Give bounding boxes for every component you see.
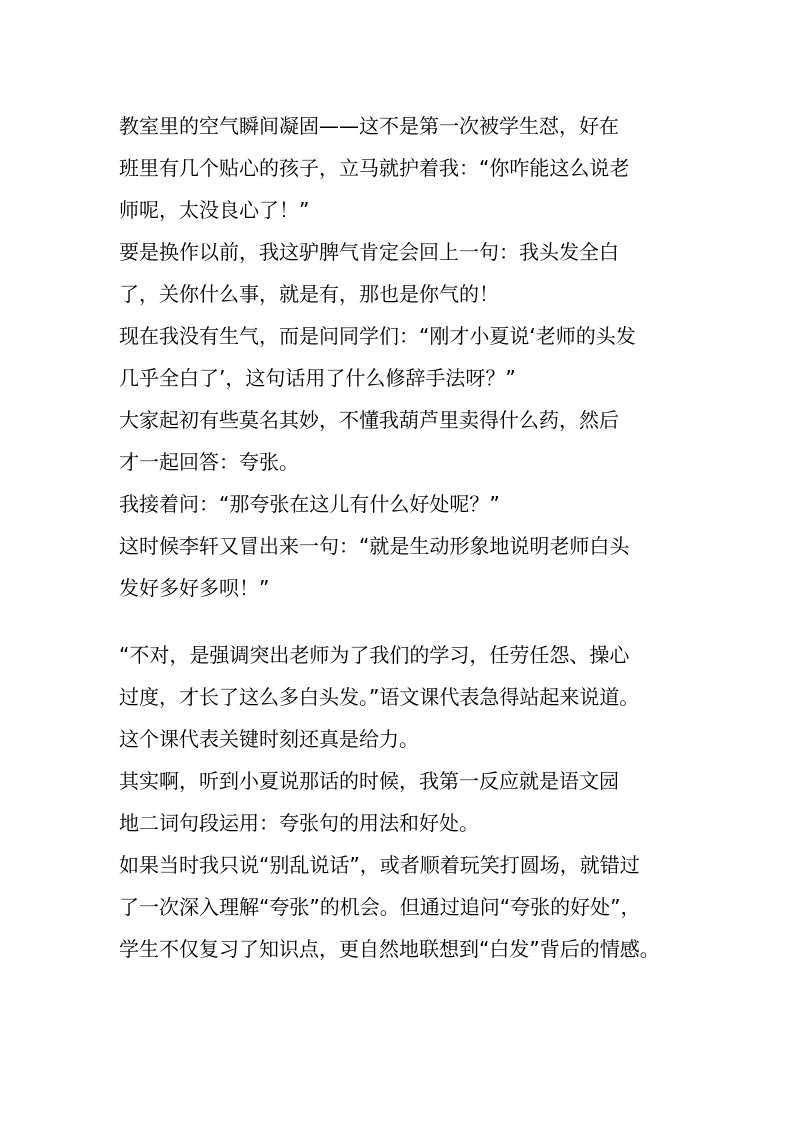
text-line: 要是换作以前，我这驴脾气肯定会回上一句：我头发全白 [119, 240, 619, 264]
text-line: 学生不仅复习了知识点，更自然地联想到“白发”背后的情感。 [119, 937, 660, 961]
paragraph-group-2 [119, 634, 719, 970]
paragraph-group-1 [119, 105, 719, 609]
text-line: 我接着问：“那夸张在这儿有什么好处呢？” [119, 492, 500, 516]
text-line: 地二词句段运用：夸张句的用法和好处。 [119, 811, 479, 835]
text-line: 了一次深入理解“夸张”的机会。但通过追问“夸张的好处”， [119, 895, 641, 919]
text-line: 这时候李轩又冒出来一句：“就是生动形象地说明老师白头 [119, 534, 630, 558]
text-line: 这个课代表关键时刻还真是给力。 [119, 727, 419, 751]
text-line: 几乎全白了’，这句话用了什么修辞手法呀？” [119, 366, 516, 390]
text-line: 其实啊，听到小夏说那话的时候，我第一反应就是语文园 [119, 769, 619, 793]
text-line: 才一起回答：夸张。 [119, 450, 299, 474]
text-line: 师呢，太没良心了！” [119, 198, 310, 222]
text-line: 了，关你什么事，就是有，那也是你气的！ [119, 282, 499, 306]
text-line: 大家起初有些莫名其妙，不懂我葫芦里卖得什么药，然后 [119, 408, 619, 432]
text-line: 班里有几个贴心的孩子，立马就护着我：“你咋能这么说老 [119, 156, 630, 180]
text-line: 教室里的空气瞬间凝固——这不是第一次被学生怼，好在 [119, 114, 619, 138]
text-line: 现在我没有生气，而是问同学们：“刚才小夏说‘老师的头发 [119, 324, 636, 348]
text-line: 发好多好多呗！” [119, 576, 270, 600]
text-line: 如果当时我只说“别乱说话”，或者顺着玩笑打圆场，就错过 [119, 853, 640, 877]
text-line: “不对，是强调突出老师为了我们的学习，任劳任怨、操心 [119, 643, 630, 667]
text-line: 过度，才长了这么多白头发。”语文课代表急得站起来说道。 [119, 685, 640, 709]
